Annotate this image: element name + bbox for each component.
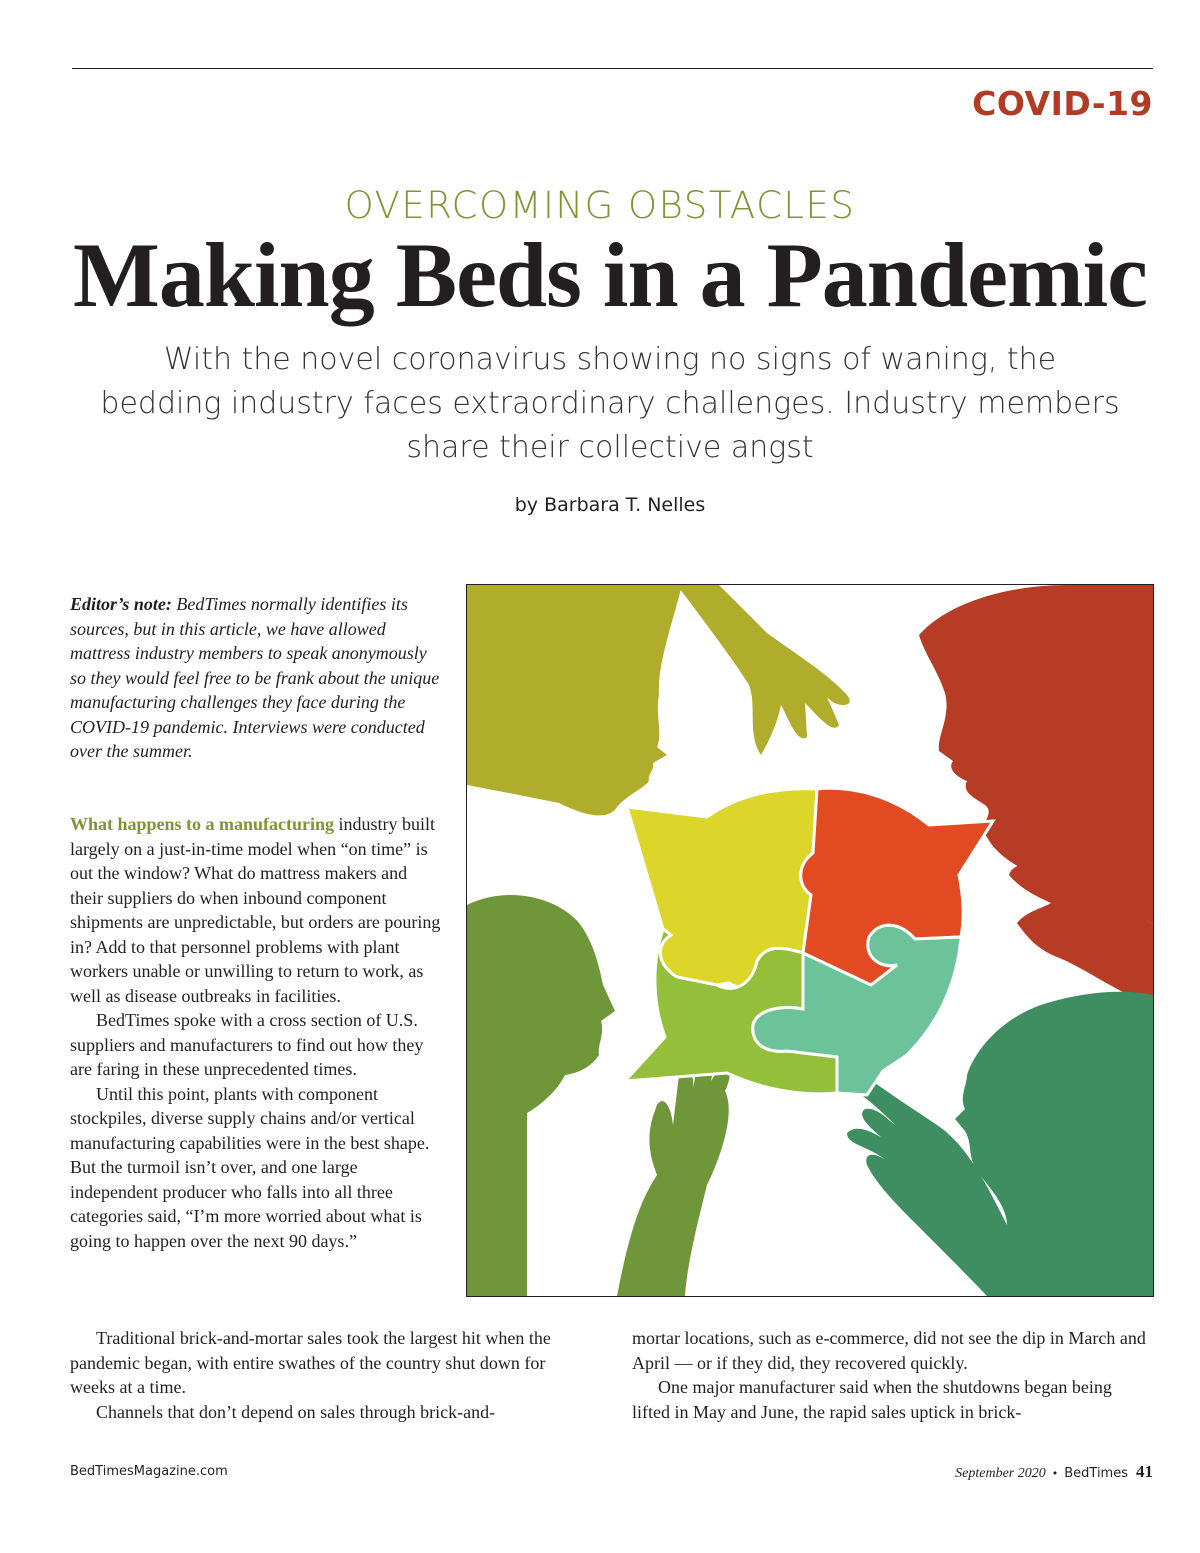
editors-note-label: Editor’s note: [70, 594, 172, 614]
paragraph-5: Channels that don’t depend on sales through brick-and- [96, 1401, 496, 1422]
paragraph-2: BedTimes spoke with a cross section of U.S. suppliers and manufacturers to find out how they are faring in these unprecedented times. [70, 1010, 424, 1079]
page-number: 41 [1136, 1462, 1153, 1481]
footer-folio [955, 1462, 1153, 1482]
green-silhouette [467, 895, 615, 1296]
paragraph-6: mortar locations, such as e-commerce, did not see the dip in March and April — or if they did, they recovered quickly. [632, 1328, 1146, 1373]
editors-note [70, 592, 442, 764]
paragraph-1: industry built largely on a just-in-time model when “on time” is out the window? What do mattress makers and their suppliers do when inbound component shipments are unpredictable, but orders are pouring in? Add to that personnel problems with plant workers unable or unwilling to return to work, as well as disease outbreaks in facilities. [70, 814, 441, 1006]
paragraph-3: Until this point, plants with component stockpiles, diverse supply chains and/or vertical manufacturing capabilities were in the best shape. But the turmoil isn’t over, and one large independent producer who falls into all three categories said, “I’m more worried about what is going to happen over the next 90 days.” [70, 1083, 430, 1251]
olive-hand [677, 585, 850, 755]
footer-magazine: BedTimes [1064, 1466, 1128, 1481]
footer-website: BedTimesMagazine.com [70, 1464, 228, 1479]
people-puzzle-speech-bubble-illustration [466, 584, 1154, 1297]
olive-silhouette [467, 585, 682, 815]
footer-issue: September 2020 [955, 1466, 1046, 1481]
paragraph-7: One major manufacturer said when the shutdowns began being lifted in May and June, the rapid sales uptick in brick- [632, 1377, 1112, 1422]
editors-note-text: BedTimes normally identifies its sources, but in this article, we have allowed mattress industry members to speak anonymously so they would feel free to be frank about the unique manufacturing challenges they face during the COVID-19 pandemic. Interviews were conducted over the summer. [70, 594, 440, 761]
paragraph-4: Traditional brick-and-mortar sales took the largest hit when the pandemic began, with entire swathes of the country shut down for weeks at a time. [70, 1328, 551, 1397]
body-column-bottom-right [632, 1326, 1152, 1424]
puzzle-bubble [625, 788, 993, 1095]
article-deck: With the novel coronavirus showing no signs of waning, the bedding industry faces extraordinary challenges. Industry members share their collective angst [100, 342, 1120, 465]
section-label: COVID-19 [972, 84, 1153, 123]
article-title: Making Beds in a Pandemic [72, 224, 1147, 326]
body-column-left [70, 812, 442, 1253]
body-column-bottom-left [70, 1326, 590, 1424]
footer-separator: • [1051, 1467, 1059, 1480]
byline: by Barbara T. Nelles [514, 494, 706, 516]
top-rule [72, 68, 1153, 69]
illustration-svg [467, 585, 1153, 1296]
article-kicker: OVERCOMING OBSTACLES [344, 184, 856, 227]
green-hand [617, 1053, 730, 1296]
lead-in: What happens to a manufacturing [70, 814, 335, 834]
